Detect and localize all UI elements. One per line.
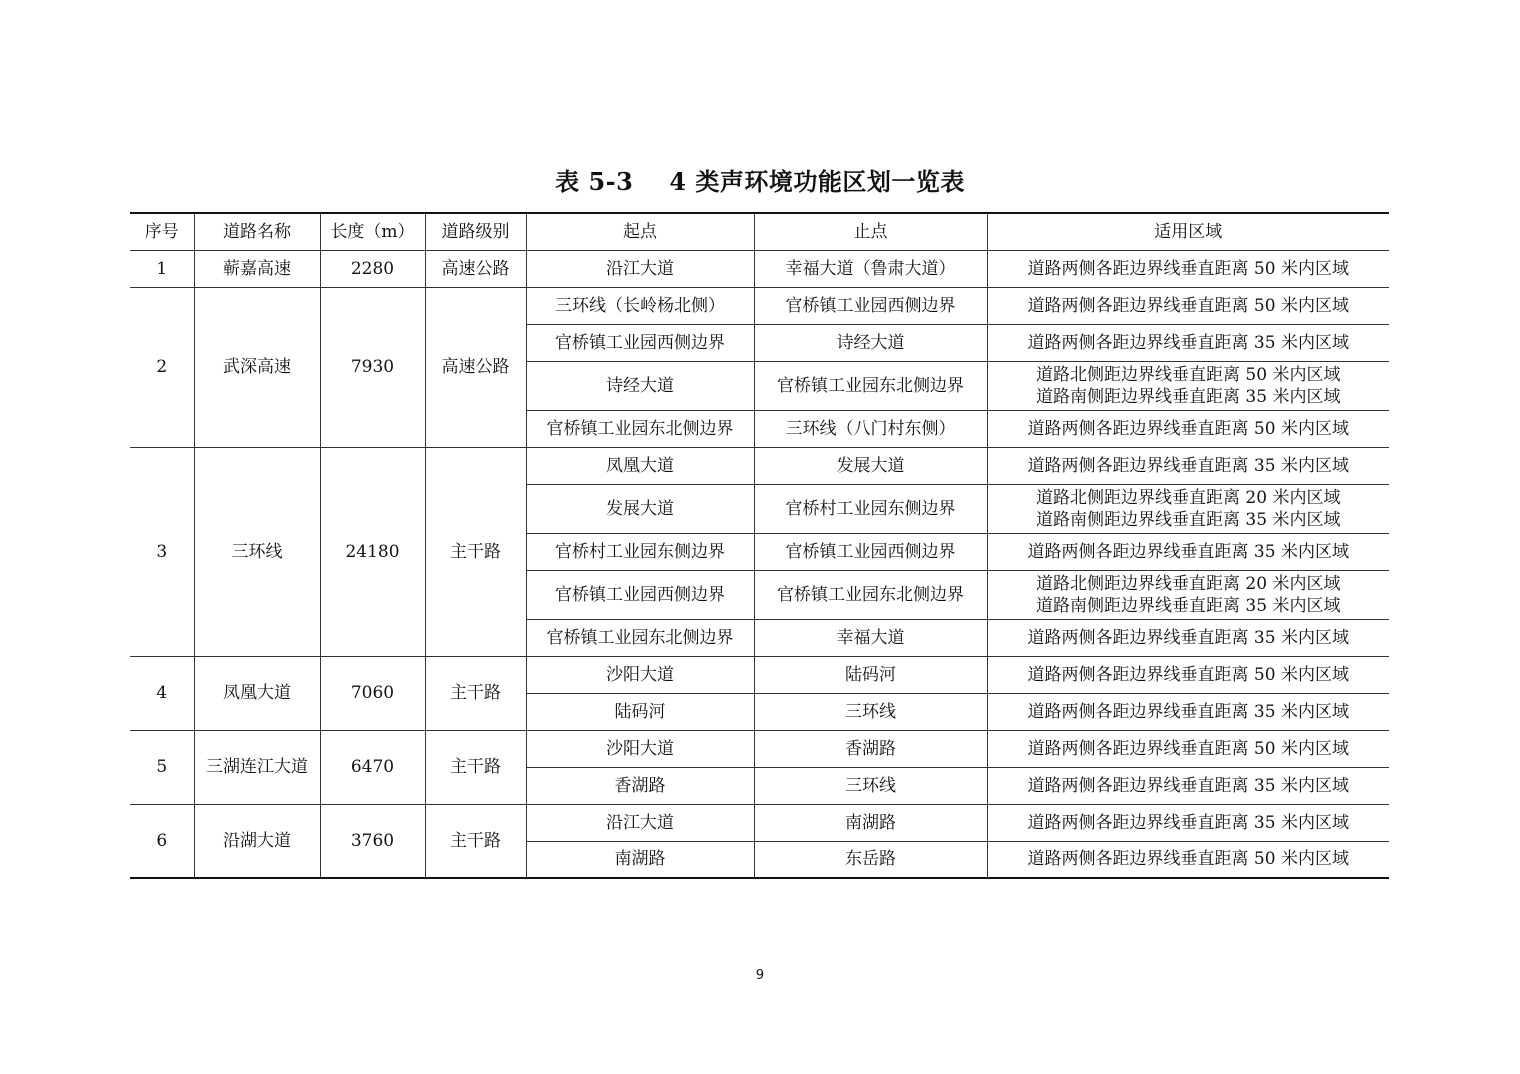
segment-start: 沙阳大道 [526, 656, 754, 693]
segment-area [987, 287, 1389, 324]
segment-end: 东岳路 [754, 841, 987, 878]
segment-start: 官桥镇工业园东北侧边界 [526, 619, 754, 656]
table-caption: 4 类声环境功能区划一览表 [669, 167, 965, 196]
segment-area [987, 447, 1389, 484]
road-length: 3760 [320, 804, 425, 878]
segment-start: 沙阳大道 [526, 730, 754, 767]
segment-end: 幸福大道（鲁肃大道） [754, 250, 987, 287]
area-line: 道路南侧距边界线垂直距离 35 米内区域 [1036, 386, 1341, 407]
segment-start: 沿江大道 [526, 250, 754, 287]
segment-area [987, 619, 1389, 656]
table-row [130, 804, 1389, 841]
segment-area [987, 841, 1389, 878]
segment-area [987, 533, 1389, 570]
header-row [130, 213, 1389, 250]
road-level: 主干路 [425, 656, 526, 730]
segment-start: 官桥镇工业园西侧边界 [526, 324, 754, 361]
segment-start: 官桥镇工业园西侧边界 [526, 570, 754, 619]
segment-end: 官桥镇工业园东北侧边界 [754, 570, 987, 619]
road-no: 4 [130, 656, 194, 730]
road-name: 三湖连江大道 [194, 730, 320, 804]
area-line: 道路北侧距边界线垂直距离 50 米内区域 [1036, 364, 1341, 385]
road-name: 蕲嘉高速 [194, 250, 320, 287]
segment-end: 南湖路 [754, 804, 987, 841]
road-length: 2280 [320, 250, 425, 287]
table-row [130, 250, 1389, 287]
page-number: 9 [755, 968, 765, 983]
segment-end: 幸福大道 [754, 619, 987, 656]
segment-area [987, 730, 1389, 767]
area-line: 道路南侧距边界线垂直距离 35 米内区域 [1036, 595, 1341, 616]
road-length: 24180 [320, 447, 425, 656]
road-name: 三环线 [194, 447, 320, 656]
segment-area [987, 804, 1389, 841]
header-length: 长度（m） [320, 213, 425, 250]
segment-start: 官桥镇工业园东北侧边界 [526, 410, 754, 447]
segment-area [987, 656, 1389, 693]
table-title [0, 162, 1520, 197]
area-line: 道路两侧各距边界线垂直距离 35 米内区域 [1027, 332, 1349, 353]
segment-start: 陆码河 [526, 693, 754, 730]
road-level: 主干路 [425, 730, 526, 804]
segment-end: 官桥镇工业园西侧边界 [754, 533, 987, 570]
header-no: 序号 [130, 213, 194, 250]
segment-end: 官桥镇工业园西侧边界 [754, 287, 987, 324]
segment-end: 诗经大道 [754, 324, 987, 361]
road-length: 7060 [320, 656, 425, 730]
segment-area [987, 410, 1389, 447]
road-level: 高速公路 [425, 287, 526, 447]
area-line: 道路北侧距边界线垂直距离 20 米内区域 [1036, 573, 1341, 594]
area-line: 道路北侧距边界线垂直距离 20 米内区域 [1036, 487, 1341, 508]
area-line: 道路两侧各距边界线垂直距离 50 米内区域 [1027, 664, 1349, 685]
road-name: 凤凰大道 [194, 656, 320, 730]
road-level: 主干路 [425, 447, 526, 656]
segment-start: 三环线（长岭杨北侧） [526, 287, 754, 324]
header-end: 止点 [754, 213, 987, 250]
area-line: 道路两侧各距边界线垂直距离 50 米内区域 [1027, 738, 1349, 759]
area-line: 道路两侧各距边界线垂直距离 50 米内区域 [1027, 258, 1349, 279]
segment-end: 三环线 [754, 767, 987, 804]
segment-start: 南湖路 [526, 841, 754, 878]
road-level: 高速公路 [425, 250, 526, 287]
segment-area [987, 250, 1389, 287]
table-row [130, 287, 1389, 324]
segment-end: 陆码河 [754, 656, 987, 693]
area-line: 道路南侧距边界线垂直距离 35 米内区域 [1036, 509, 1341, 530]
segment-area [987, 324, 1389, 361]
road-no: 3 [130, 447, 194, 656]
segment-start: 发展大道 [526, 484, 754, 533]
segment-area [987, 693, 1389, 730]
noise-zone-table [130, 212, 1389, 879]
segment-end: 发展大道 [754, 447, 987, 484]
segment-area [987, 361, 1389, 410]
road-name: 沿湖大道 [194, 804, 320, 878]
area-line: 道路两侧各距边界线垂直距离 35 米内区域 [1027, 627, 1349, 648]
table-body [130, 250, 1389, 878]
segment-end: 三环线 [754, 693, 987, 730]
segment-start: 官桥村工业园东侧边界 [526, 533, 754, 570]
area-line: 道路两侧各距边界线垂直距离 50 米内区域 [1027, 849, 1349, 870]
road-no: 1 [130, 250, 194, 287]
segment-start: 沿江大道 [526, 804, 754, 841]
header-area: 适用区域 [987, 213, 1389, 250]
header-start: 起点 [526, 213, 754, 250]
segment-end: 香湖路 [754, 730, 987, 767]
table-row [130, 447, 1389, 484]
road-name: 武深高速 [194, 287, 320, 447]
table-row [130, 730, 1389, 767]
road-length: 6470 [320, 730, 425, 804]
area-line: 道路两侧各距边界线垂直距离 35 米内区域 [1027, 701, 1349, 722]
header-level: 道路级别 [425, 213, 526, 250]
segment-start: 诗经大道 [526, 361, 754, 410]
road-length: 7930 [320, 287, 425, 447]
area-line: 道路两侧各距边界线垂直距离 35 米内区域 [1027, 775, 1349, 796]
segment-end: 官桥镇工业园东北侧边界 [754, 361, 987, 410]
table-number: 表 5-3 [555, 167, 634, 196]
table-row [130, 656, 1389, 693]
area-line: 道路两侧各距边界线垂直距离 35 米内区域 [1027, 541, 1349, 562]
road-no: 5 [130, 730, 194, 804]
segment-end: 三环线（八门村东侧） [754, 410, 987, 447]
road-no: 6 [130, 804, 194, 878]
segment-area [987, 570, 1389, 619]
segment-start: 凤凰大道 [526, 447, 754, 484]
area-line: 道路两侧各距边界线垂直距离 35 米内区域 [1027, 812, 1349, 833]
segment-end: 官桥村工业园东侧边界 [754, 484, 987, 533]
segment-area [987, 767, 1389, 804]
area-line: 道路两侧各距边界线垂直距离 35 米内区域 [1027, 455, 1349, 476]
area-line: 道路两侧各距边界线垂直距离 50 米内区域 [1027, 295, 1349, 316]
segment-area [987, 484, 1389, 533]
road-level: 主干路 [425, 804, 526, 878]
segment-start: 香湖路 [526, 767, 754, 804]
road-no: 2 [130, 287, 194, 447]
header-road-name: 道路名称 [194, 213, 320, 250]
area-line: 道路两侧各距边界线垂直距离 50 米内区域 [1027, 418, 1349, 439]
